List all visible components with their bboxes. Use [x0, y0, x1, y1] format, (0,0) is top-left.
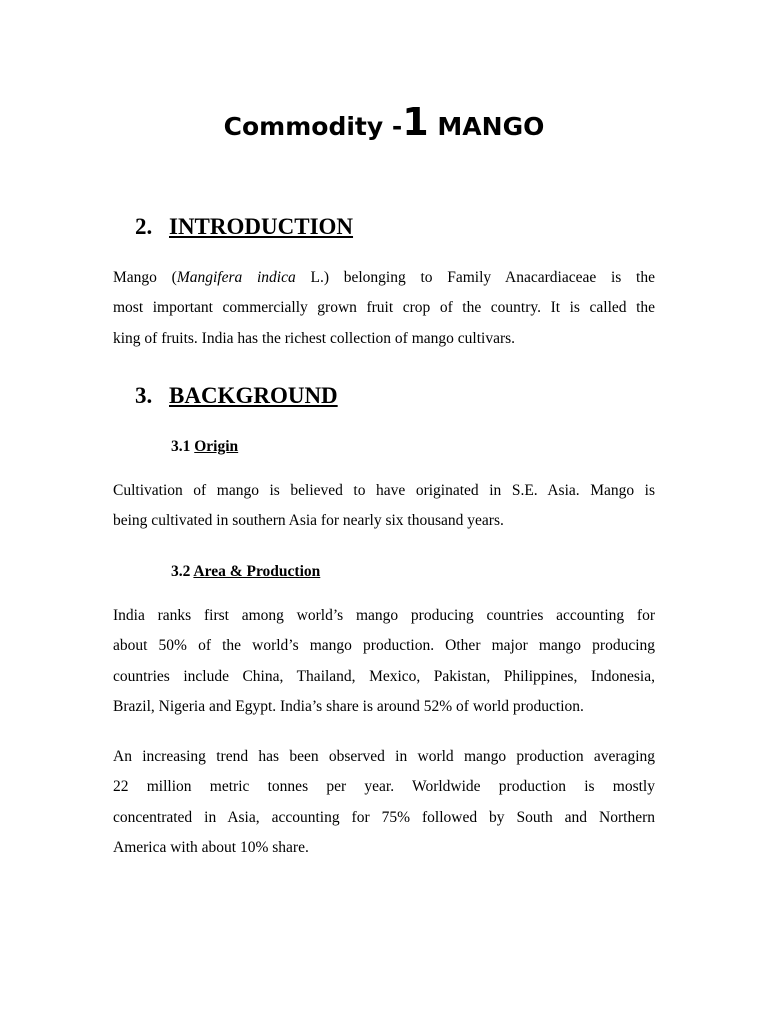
background-number: 3.	[135, 383, 153, 408]
scientific-name: Mangifera indica	[176, 269, 296, 286]
background-heading-text: BACKGROUND	[169, 383, 338, 408]
text-line: about 50% of the world’s mango production. Other major mango producing	[113, 637, 655, 655]
area-production-heading-text: Area & Production	[193, 563, 321, 580]
text-line: being cultivated in southern Asia for nearly six thousand years.	[113, 512, 504, 530]
text-line: concentrated in Asia, accounting for 75% followed by South and Northern	[113, 808, 655, 826]
origin-heading-text: Origin	[194, 438, 239, 455]
text-line: India ranks first among world’s mango producing countries accounting for	[113, 607, 655, 624]
text-line: most important commercially grown fruit crop of the country. It is called the	[113, 299, 655, 317]
text-line: America with about 10% share.	[113, 838, 309, 856]
area-production-heading	[171, 562, 320, 582]
title-subject: MANGO	[437, 112, 545, 141]
origin-number: 3.1	[171, 438, 191, 455]
area-production-number: 3.2	[171, 563, 191, 580]
background-heading	[135, 382, 338, 410]
introduction-paragraph	[113, 263, 655, 354]
introduction-heading-text: INTRODUCTION	[169, 214, 354, 239]
text-line: Mango (Mangifera indica L.) belonging to Family Anacardiaceae is the	[113, 269, 655, 286]
area-production-paragraph-1	[113, 601, 655, 722]
area-production-paragraph-2	[113, 742, 655, 863]
page-title	[0, 98, 768, 151]
text-line: 22 million metric tonnes per year. Worldwide production is mostly	[113, 778, 655, 796]
introduction-heading	[135, 213, 353, 241]
text-line: countries include China, Thailand, Mexico, Pakistan, Philippines, Indonesia,	[113, 667, 655, 685]
text-line: king of fruits. India has the richest collection of mango cultivars.	[113, 329, 516, 347]
origin-heading	[171, 437, 238, 457]
origin-paragraph	[113, 476, 655, 537]
text-line: Cultivation of mango is believed to have originated in S.E. Asia. Mango is	[113, 482, 655, 499]
introduction-number: 2.	[135, 214, 153, 239]
text-line: An increasing trend has been observed in world mango production averaging	[113, 748, 655, 765]
text-line: Brazil, Nigeria and Egypt. India’s share is around 52% of world production.	[113, 697, 584, 715]
title-number: 1	[402, 100, 429, 144]
title-prefix: Commodity -	[223, 112, 403, 141]
